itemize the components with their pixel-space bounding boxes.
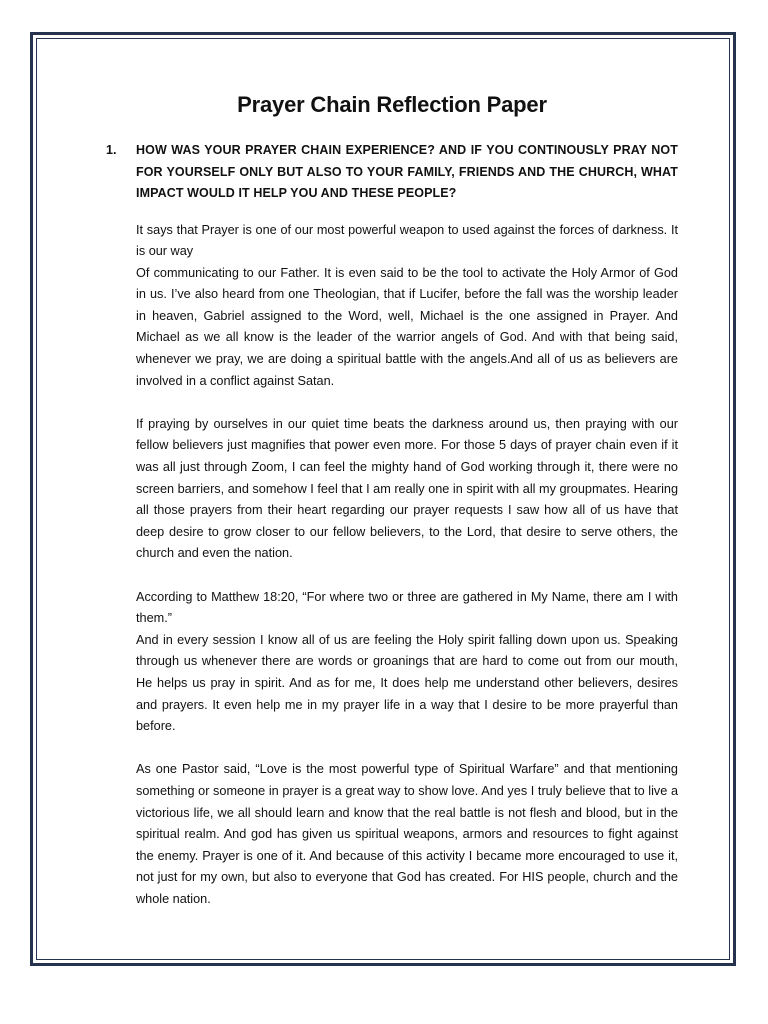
- answer-body: [136, 220, 678, 911]
- paragraph-5: And in every session I know all of us are feeling the Holy spirit falling down upon us. Speaking through us whenever there are words or groanings that are hard to come out from our mouth, He helps us pray in spirit. And as for me, It does help me understand other believers, desires and prayers. It even help me in my prayer life in a way that I desire to be more prayerful than before.: [136, 632, 678, 734]
- document-title: Prayer Chain Reflection Paper: [237, 92, 547, 117]
- question-number: 1.: [106, 143, 117, 157]
- question-text: HOW WAS YOUR PRAYER CHAIN EXPERIENCE? AND IF YOU CONTINOUSLY PRAY NOT FOR YOURSELF ONLY BUT ALSO TO YOUR FAMILY, FRIENDS AND THE CHURCH, WHAT IMPACT WOULD IT HELP YOU AND THESE PEOPLE?: [136, 143, 678, 200]
- paragraph-6: As one Pastor said, “Love is the most powerful type of Spiritual Warfare” and that mentioning something or someone in prayer is a great way to show love. And yes I truly believe that to live a victorious life, we all should learn and know that the real battle is not flesh and blood, but in the spiritual realm. And god has given us spiritual weapons, armors and resources to fight against the enemy. Prayer is one of it. And because of this activity I became more encouraged to use it, not just for my own, but also to everyone that God has created. For HIS people, church and the whole nation.: [136, 762, 678, 906]
- paragraph-2: Of communicating to our Father. It is even said to be the tool to activate the Holy Armor of God in us. I’ve also heard from one Theologian, that if Lucifer, before the fall was the worship leader in heaven, Gabriel assigned to the Word, well, Michael is the one assigned in Prayer. And Michael as we all know is the leader of the warrior angels of God. And with that being said, whenever we pray, we are doing a spiritual battle with the angels.And all of us as believers are involved in a conflict against Satan.: [136, 265, 678, 388]
- document-content: [106, 92, 678, 932]
- question-1: [106, 140, 678, 205]
- paragraph-4: According to Matthew 18:20, “For where two or three are gathered in My Name, there am I with them.”: [136, 589, 678, 626]
- paragraph-1: It says that Prayer is one of our most powerful weapon to used against the forces of darkness. It is our way: [136, 222, 678, 259]
- paragraph-3: If praying by ourselves in our quiet time beats the darkness around us, then praying with our fellow believers just magnifies that power even more. For those 5 days of prayer chain even if it was all just through Zoom, I can feel the mighty hand of God working through it, there were no screen barriers, and somehow I feel that I am really one in spirit with all my groupmates. Hearing all those prayers from their heart regarding our prayer requests I saw how all of us have that deep desire to grow closer to our fellow believers, to the Lord, that desire to serve others, the church and even the nation.: [136, 416, 678, 561]
